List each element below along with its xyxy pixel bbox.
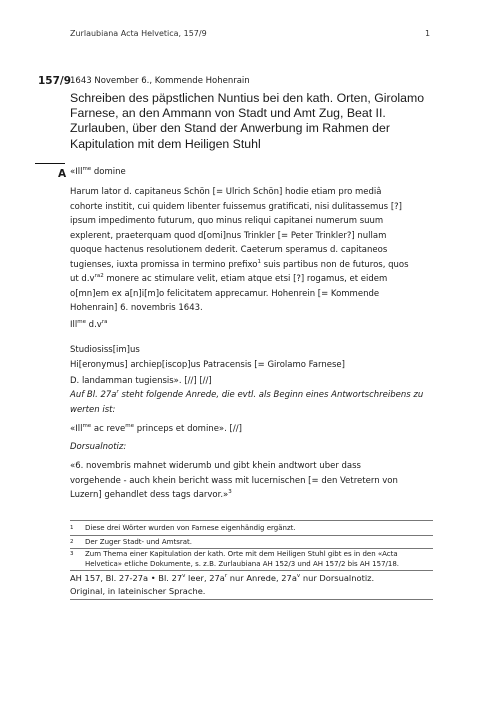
signature-line: Studiosiss[im]us bbox=[70, 345, 140, 355]
salutation: «Ill$^{me}$ domine bbox=[70, 166, 126, 177]
text-line: Harum lator d. capitaneus Schön [= Ulrich Schön] hodie etiam pro mediâ bbox=[70, 187, 382, 197]
footnote-divider bbox=[70, 548, 433, 549]
source-divider bbox=[70, 599, 433, 600]
text-line: o[mn]em ex a[n]i[m]o felicitatem apprecamur. Hohenrein [= Kommende bbox=[70, 288, 380, 299]
page-number: 1 bbox=[425, 29, 431, 38]
address-line: D. landamman tugiensis». [//] [//] bbox=[70, 376, 212, 386]
source-line: Original, in lateinischer Sprache. bbox=[70, 586, 206, 596]
document-number: 157/9 bbox=[38, 75, 72, 87]
footnote-number: 1 bbox=[70, 525, 74, 531]
footnote-divider bbox=[70, 535, 433, 536]
text-line: Luzern] gehandlet dess tags darvor.»$^3$ bbox=[70, 489, 232, 500]
footnote-ref[interactable]: 1 bbox=[257, 258, 261, 265]
footnote-divider bbox=[70, 570, 433, 571]
date-place: 1643 November 6., Kommende Hohenrain bbox=[70, 76, 250, 86]
source-note bbox=[70, 572, 433, 598]
text-line: vorgehende - auch khein bericht wass mit lucernischen [= den Vetretern von bbox=[70, 475, 398, 486]
text-line: «6. novembris mahnet widerumb und gibt khein andtwort uber dass bbox=[70, 461, 361, 471]
greeting: «Ill$^{me}$ ac reve$^{me}$ princeps et domine». [//] bbox=[70, 423, 242, 434]
source-line: AH 157, Bl. 27-27a • Bl. 27$^v$ leer, $27a^r$ nur Anrede, $27a^v$ nur Dorsualnotiz. bbox=[70, 573, 375, 583]
footnote-number: 3 bbox=[70, 551, 74, 557]
footnote-number: 2 bbox=[70, 539, 74, 545]
dorsual-note bbox=[70, 459, 445, 503]
text-line: Hohenrain] 6. novembris 1643. bbox=[70, 303, 203, 313]
text-line: ipsum impedimento futurum, quo minus reliqui capitanei numerum suum bbox=[70, 216, 384, 226]
signature-line: Hi[eronymus] archiep[iscop]us Patracensis [= Girolamo Farnese] bbox=[70, 359, 345, 370]
running-title: Zurlaubiana Acta Helvetica, 157/9 bbox=[70, 29, 207, 38]
text-line: explerent, praeterquam quod d[omi]nus Trinkler [= Peter Trinkler?] nullam bbox=[70, 230, 387, 241]
section-rule bbox=[35, 163, 65, 164]
document-title: Schreiben des päpstlichen Nuntius bei den kath. Orten, Girolamo Farnese, an den Ammann von Stadt und Amt Zug, Beat II. Zurlauben, über den Stand der Anwerbung im Rahmen der Kapitulation mit dem Heiligen Stuhl bbox=[70, 91, 425, 151]
editorial-note: Auf Bl. $27a^r$ steht folgende Anrede, die evtl. als Beginn eines Antwortschreibens zu werten ist: bbox=[70, 389, 424, 415]
section-label: A bbox=[58, 168, 67, 180]
closing-formula: Ill$^{me}$ $d.v^{ra}$ bbox=[70, 319, 108, 330]
footnote-text: Zum Thema einer Kapitulation der kath. Orte mit dem Heiligen Stuhl gibt es in den «Acta Helvetica» etliche Dokumente, s. z.B. Zurlaubiana AH 152/3 und AH 157/2 bis AH 157/18. bbox=[85, 550, 400, 568]
footnote-text: Diese drei Wörter wurden von Farnese eigenhändig ergänzt. bbox=[85, 524, 296, 532]
footnote-divider bbox=[70, 520, 433, 521]
footnote-text: Der Zuger Stadt- und Amtsrat. bbox=[85, 538, 192, 546]
text-line: cohorte institit, cui quidem libenter fuissemus gratificati, nisi dulitassemus [?] bbox=[70, 201, 402, 212]
letter-paragraph bbox=[70, 185, 445, 316]
text-line: quoque hactenus resolutionem dederit. Caeterum speramus d. capitaneos bbox=[70, 245, 388, 255]
footnote-ref[interactable]: 3 bbox=[228, 489, 232, 495]
footnote-ref[interactable]: ra2 bbox=[94, 273, 104, 279]
signature bbox=[70, 343, 445, 372]
text-line: tugienses, iuxta promissa in termino prefixo$^1$ suis partibus non de futuros, quos bbox=[70, 258, 409, 270]
dorsual-label: Dorsualnotiz: bbox=[70, 442, 127, 452]
text-line: ut $d.v^{ra2}$ monere ac stimulare velit, etiam atque etsi [?] rogamus, et eidem bbox=[70, 273, 388, 284]
